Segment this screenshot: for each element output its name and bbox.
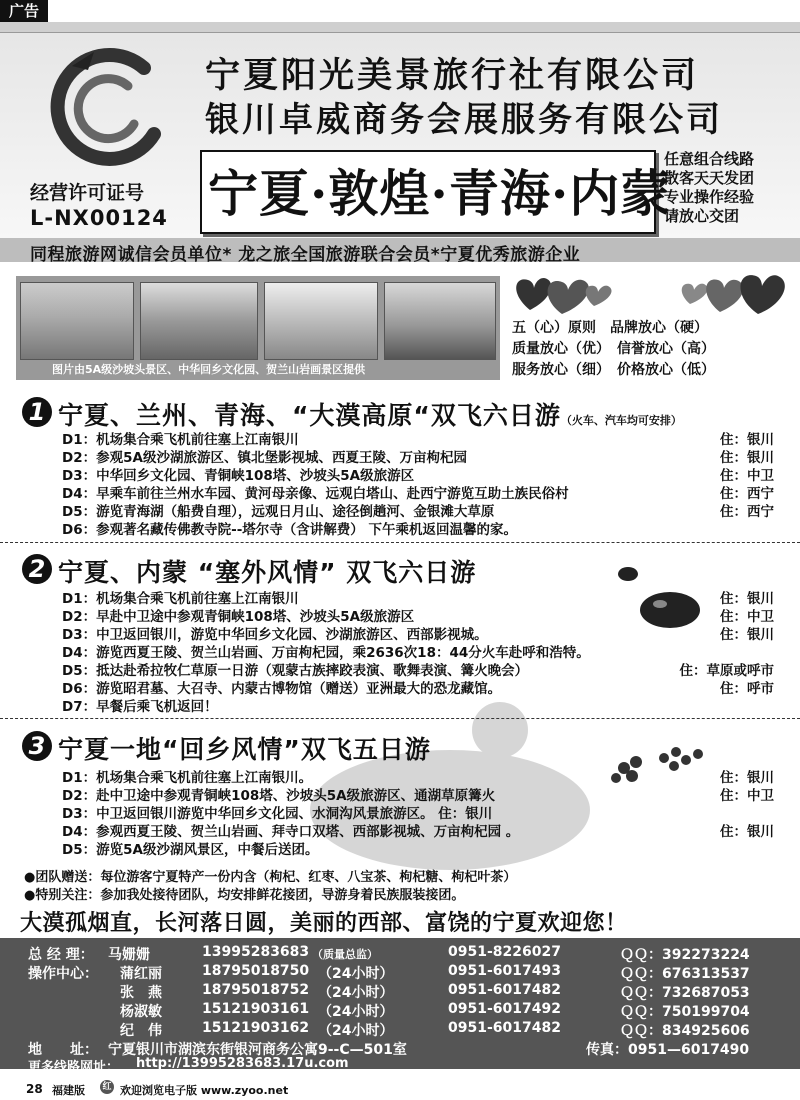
- contact-name: 纪 伟: [120, 1023, 162, 1039]
- publisher-logo-icon: 红: [100, 1080, 114, 1094]
- company-logo-icon: [36, 46, 176, 166]
- welcome-slogan: 大漠孤烟直，长河落日圆，美丽的西部、富饶的宁夏欢迎您！: [20, 910, 628, 936]
- contact-qq: ＱＱ：732687053: [620, 985, 750, 1001]
- contact-qq: ＱＱ：392273224: [620, 947, 750, 963]
- divider-2: [0, 718, 800, 719]
- hearts-left-icon: [510, 270, 620, 318]
- photo-hui-culture-park: [264, 282, 378, 360]
- divider-1: [0, 542, 800, 543]
- route3-day3: D3：中卫返回银川游览中华回乡文化园、水洞沟风景旅游区。 住：银川: [62, 806, 493, 822]
- route2-stay5: 住：草原或呼市: [679, 663, 774, 679]
- route1-stay1: 住：银川: [720, 432, 774, 448]
- company-name-1: 宁夏阳光美景旅行社有限公司: [205, 56, 700, 96]
- route2-day6: D6：游览昭君墓、大召寺、内蒙古博物馆（赠送）亚洲最大的恐龙藏馆。: [62, 681, 502, 697]
- destinations-title: 宁夏·敦煌·青海·内蒙: [208, 164, 672, 223]
- principle-item: 服务放心（细）: [512, 362, 603, 378]
- contact-role: 总 经 理：: [28, 947, 94, 963]
- route1-day3: D3：中华回乡文化园、青铜峡108塔、沙坡头5A级旅游区: [62, 468, 415, 484]
- route1-stay3: 住：中卫: [720, 468, 774, 484]
- route-number-1: 1: [22, 397, 52, 427]
- route3-stay4: 住：银川: [720, 824, 774, 840]
- principle-item: 信誉放心（高）: [617, 341, 715, 357]
- goji-berries-icon: [604, 738, 714, 794]
- contact-name: 杨淑敏: [120, 1004, 162, 1020]
- route-number-2: 2: [22, 554, 52, 584]
- edition-label: 福建版: [52, 1084, 85, 1097]
- side-slogan-1: 任意组合线路: [664, 150, 755, 168]
- route2-stay1: 住：银川: [720, 591, 774, 607]
- contact-tel: 0951-6017482: [448, 1020, 561, 1036]
- contact-mobile: 15121903162: [202, 1020, 310, 1036]
- photo-helan-rock: [384, 282, 496, 360]
- route-title-3: 宁夏一地“回乡风情”双飞五日游: [58, 735, 431, 764]
- route1-day2: D2：参观5A级沙湖旅游区、镇北堡影视城、西夏王陵、万亩枸杞园: [62, 450, 467, 466]
- hearts-right-icon: [670, 266, 790, 318]
- contact-note: （24小时）: [318, 1023, 394, 1039]
- route2-day5: D5：抵达赴希拉牧仁草原一日游（观蒙古族摔跤表演、歌舞表演、篝火晚会）: [62, 663, 529, 679]
- route2-day4: D4：游览西夏王陵、贺兰山岩画、万亩枸杞园，乘2636次18：44分火车赴呼和浩特。: [62, 645, 590, 661]
- contact-mobile: 18795018752: [202, 982, 310, 998]
- route1-day4: D4：早乘车前往兰州水车园、黄河母亲像、远观白塔山、赴西宁游览互助土族民俗村: [62, 486, 569, 502]
- contact-name: 蒲红丽: [120, 966, 162, 982]
- route3-stay1: 住：银川: [720, 770, 774, 786]
- license-number: L-NX00124: [30, 206, 168, 230]
- route-title-1: 宁夏、兰州、青海、“大漠高原“双飞六日游（火车、汽车均可安排）: [58, 401, 682, 430]
- ad-tag: 广告: [0, 0, 48, 22]
- route2-day7: D7：早餐后乘飞机返回！: [62, 699, 218, 715]
- route2-day2: D2：早赴中卫途中参观青铜峡108塔、沙坡头5A级旅游区: [62, 609, 415, 625]
- contact-panel: [0, 938, 800, 1075]
- route-note-1: （火车、汽车均可安排）: [560, 414, 682, 427]
- license-label: 经营许可证号: [30, 182, 145, 204]
- grape-decoration-icon: [598, 556, 708, 636]
- website-label: 更多线路网址：: [28, 1060, 120, 1075]
- contact-note: （24小时）: [318, 985, 394, 1001]
- contact-mobile: 13995283683: [202, 944, 310, 960]
- contact-tel: 0951-6017482: [448, 982, 561, 998]
- contact-role: 操作中心：: [28, 966, 98, 982]
- route3-day2: D2：赴中卫途中参观青铜峡108塔、沙坡头5A级旅游区、通湖草原篝火: [62, 788, 496, 804]
- company-name-2: 银川卓威商务会展服务有限公司: [205, 100, 723, 140]
- five-principles: [512, 318, 792, 381]
- address-value: 宁夏银川市湖滨东街银河商务公寓9--C—501室: [108, 1042, 407, 1058]
- side-slogan-4: 请放心交团: [664, 207, 740, 225]
- route1-day1: D1：机场集合乘飞机前往塞上江南银川: [62, 432, 299, 448]
- route2-day3: D3：中卫返回银川，游览中华回乡文化园、沙湖旅游区、西部影视城。: [62, 627, 488, 643]
- photo-caption: 图片由5A级沙坡头景区、中华回乡文化园、贺兰山岩画景区提供: [52, 363, 366, 376]
- route-number-3: 3: [22, 731, 52, 761]
- route1-stay5: 住：西宁: [720, 504, 774, 520]
- contact-note: （24小时）: [318, 966, 394, 982]
- route2-stay6: 住：呼市: [720, 681, 774, 697]
- address-label: 地 址：: [28, 1042, 98, 1058]
- page-footer: [0, 1078, 800, 1100]
- contact-tel: 0951-6017493: [448, 963, 561, 979]
- contact-name: 马姗姗: [108, 947, 150, 963]
- principle-item: 价格放心（低）: [617, 362, 715, 378]
- contact-note: （质量总监）: [312, 948, 378, 961]
- route2-day1: D1：机场集合乘飞机前往塞上江南银川: [62, 591, 299, 607]
- contact-qq: ＱＱ：834925606: [620, 1023, 750, 1039]
- route3-day1: D1：机场集合乘飞机前往塞上江南银川。: [62, 770, 313, 786]
- route2-stay2: 住：中卫: [720, 609, 774, 625]
- contact-name: 张 燕: [120, 985, 162, 1001]
- principle-item: 品牌放心（硬）: [610, 320, 708, 336]
- fax-number: 传真：0951—6017490: [586, 1042, 750, 1058]
- photo-zipline: [140, 282, 258, 360]
- gift-note: ●团队赠送：每位游客宁夏特产一份内含（枸杞、红枣、八宝茶、枸杞糖、枸杞叶茶）: [24, 870, 517, 885]
- route1-day6: D6：参观著名藏传佛教寺院--塔尔寺（含讲解费） 下午乘机返回温馨的家。: [62, 522, 518, 538]
- contact-qq: ＱＱ：750199704: [620, 1004, 750, 1020]
- route-title-2: 宁夏、内蒙 “塞外风情” 双飞六日游: [58, 558, 477, 587]
- member-band-text: 同程旅游网诚信会员单位* 龙之旅全国旅游联合会员*宁夏优秀旅游企业: [30, 245, 581, 265]
- contact-mobile: 15121903161: [202, 1001, 310, 1017]
- special-note: ●特别关注：参加我处接待团队，均安排鲜花接团，导游身着民族服装接团。: [24, 888, 465, 903]
- contact-mobile: 18795018750: [202, 963, 310, 979]
- side-slogan-2: 散客天天发团: [664, 169, 755, 187]
- principle-item: 质量放心（优）: [512, 341, 603, 357]
- website-link[interactable]: http://13995283683.17u.com: [136, 1056, 349, 1071]
- side-slogan-3: 专业操作经验: [664, 188, 755, 206]
- contact-tel: 0951-6017492: [448, 1001, 561, 1017]
- photo-shapotou: [20, 282, 134, 360]
- contact-note: （24小时）: [318, 1004, 394, 1020]
- page-number: 28: [26, 1082, 43, 1096]
- route2-stay3: 住：银川: [720, 627, 774, 643]
- route3-day4: D4：参观西夏王陵、贺兰山岩画、拜寺口双塔、西部影视城、万亩枸杞园 。: [62, 824, 520, 840]
- route3-stay2: 住：中卫: [720, 788, 774, 804]
- route1-stay4: 住：西宁: [720, 486, 774, 502]
- route1-day5: D5：游览青海湖（船费自理），远观日月山、途径倒趟河、金银滩大草原: [62, 504, 495, 520]
- route1-stay2: 住：银川: [720, 450, 774, 466]
- top-bar: [0, 22, 800, 33]
- contact-qq: ＱＱ：676313537: [620, 966, 750, 982]
- footer-website[interactable]: 欢迎浏览电子版 www.zyoo.net: [120, 1084, 289, 1097]
- principles-title: 五（心）原则: [512, 320, 596, 336]
- contact-tel: 0951-8226027: [448, 944, 561, 960]
- route3-day5: D5：游览5A级沙湖风景区，中餐后送团。: [62, 842, 319, 858]
